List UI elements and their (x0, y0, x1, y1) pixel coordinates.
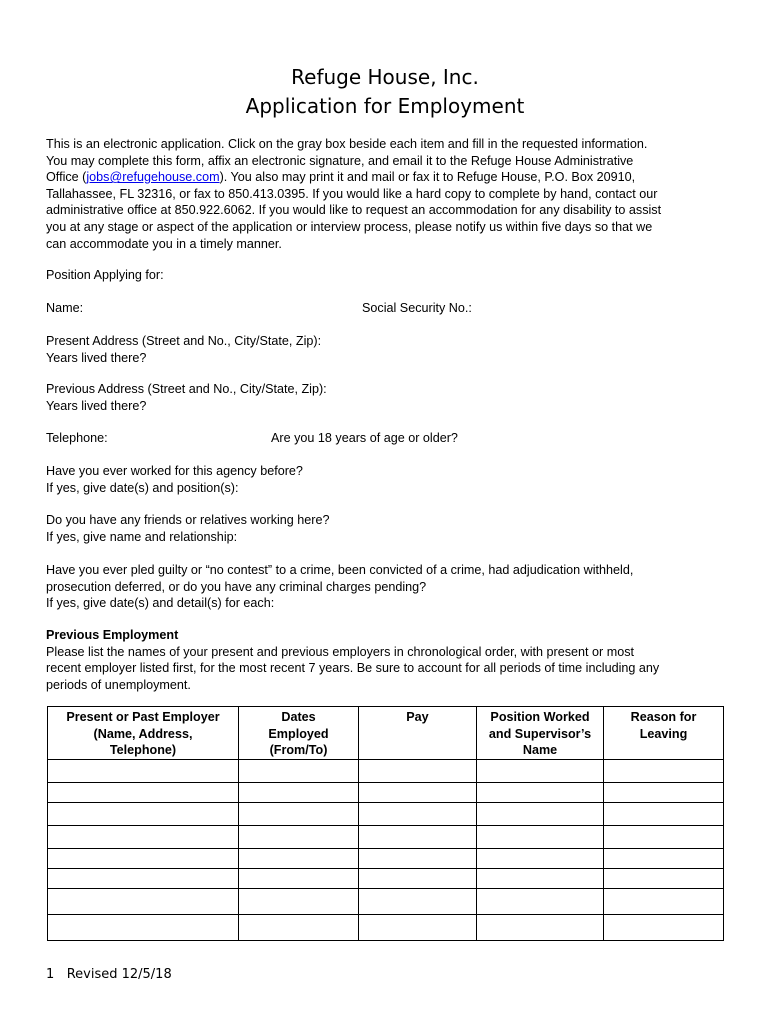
header-text: Dates (281, 710, 316, 724)
previous-years-label: Years lived there? (46, 398, 147, 413)
intro-line: This is an electronic application. Click on the gray box beside each item and fill in the requested information. (46, 137, 648, 151)
table-cell[interactable] (48, 848, 239, 868)
intro-text: Office ( (46, 170, 87, 185)
table-cell[interactable] (477, 759, 604, 782)
intro-line: Tallahassee, FL 32316, or fax to 850.413.0395. If you would like a hard copy to complete by hand, contact our (46, 186, 658, 201)
table-cell[interactable] (604, 848, 724, 868)
table-cell[interactable] (477, 782, 604, 802)
name-label: Name: (46, 301, 84, 315)
table-row (48, 802, 724, 825)
table-header-row (48, 707, 724, 760)
table-cell[interactable] (477, 825, 604, 848)
table-cell[interactable] (604, 888, 724, 914)
friends-group (46, 512, 330, 545)
col-employer (48, 707, 239, 760)
criminal-question: prosecution deferred, or do you have any criminal charges pending? (46, 579, 427, 594)
col-dates (239, 707, 359, 760)
table-cell[interactable] (239, 759, 359, 782)
header-text: Name (522, 743, 558, 758)
criminal-question: Have you ever pled guilty or “no contest” to a crime, been convicted of a crime, had adjudication withheld, (46, 563, 634, 577)
employment-section (46, 627, 659, 693)
table-row (48, 759, 724, 782)
table-cell[interactable] (359, 825, 477, 848)
header-text: Telephone) (109, 743, 177, 758)
present-address-group (46, 333, 321, 366)
intro-line: administrative office at 850.922.6062. If you would like to request an accommodation for any disability to assist (46, 203, 662, 218)
revision-date: Revised 12/5/18 (66, 967, 172, 982)
table-cell[interactable] (48, 782, 239, 802)
criminal-details: If yes, give date(s) and detail(s) for each: (46, 596, 275, 611)
header-text: (From/To) (269, 743, 328, 758)
previous-address-label: Previous Address (Street and No., City/State, Zip): (46, 382, 327, 396)
document-title (0, 63, 770, 121)
position-label: Position Applying for: (46, 268, 164, 282)
intro-line: you at any stage or aspect of the application or interview process, please notify us within five days so that we (46, 219, 653, 234)
table-cell[interactable] (48, 802, 239, 825)
page-footer (46, 966, 172, 984)
header-text: and Supervisor’s (488, 726, 592, 741)
table-cell[interactable] (477, 848, 604, 868)
page-number: 1 (46, 967, 55, 982)
table-row (48, 825, 724, 848)
employment-desc: Please list the names of your present and previous employers in chronological order, with present or most (46, 644, 635, 659)
table-cell[interactable] (477, 888, 604, 914)
employment-table (47, 706, 724, 941)
form-title: Application for Employment (245, 94, 525, 118)
intro-line: can accommodate you in a timely manner. (46, 236, 282, 251)
telephone-label: Telephone: (46, 431, 108, 445)
col-reason (604, 707, 724, 760)
intro-line (46, 169, 661, 186)
table-cell[interactable] (48, 888, 239, 914)
table-cell[interactable] (239, 914, 359, 940)
table-cell[interactable] (48, 825, 239, 848)
col-pay (359, 707, 477, 760)
table-cell[interactable] (48, 759, 239, 782)
table-cell[interactable] (604, 914, 724, 940)
table-cell[interactable] (239, 848, 359, 868)
present-years-label: Years lived there? (46, 350, 147, 365)
table-cell[interactable] (48, 914, 239, 940)
table-cell[interactable] (239, 782, 359, 802)
table-cell[interactable] (359, 759, 477, 782)
table-row (48, 782, 724, 802)
employment-desc: periods of unemployment. (46, 677, 191, 692)
table-cell[interactable] (359, 868, 477, 888)
intro-paragraph (46, 136, 661, 252)
header-text: Employed (268, 726, 329, 741)
table-cell[interactable] (604, 868, 724, 888)
table-cell[interactable] (239, 802, 359, 825)
previous-address-group (46, 381, 327, 414)
intro-text: ). You also may print it and mail or fax it to Refuge House, P.O. Box 20910, (219, 170, 636, 185)
table-cell[interactable] (48, 868, 239, 888)
age-question: Are you 18 years of age or older? (271, 431, 458, 445)
worked-before-details: If yes, give date(s) and position(s): (46, 480, 239, 495)
table-cell[interactable] (604, 759, 724, 782)
table-cell[interactable] (604, 782, 724, 802)
table-cell[interactable] (239, 868, 359, 888)
ssn-label: Social Security No.: (362, 301, 472, 315)
table-row (48, 888, 724, 914)
table-cell[interactable] (477, 914, 604, 940)
table-cell[interactable] (359, 802, 477, 825)
friends-details: If yes, give name and relationship: (46, 529, 238, 544)
employment-desc: recent employer listed first, for the most recent 7 years. Be sure to account for all periods of time including any (46, 661, 660, 676)
table-cell[interactable] (477, 868, 604, 888)
table-cell[interactable] (239, 888, 359, 914)
col-position (477, 707, 604, 760)
worked-before-group (46, 463, 303, 496)
friends-question: Do you have any friends or relatives working here? (46, 513, 330, 527)
table-cell[interactable] (604, 825, 724, 848)
present-address-label: Present Address (Street and No., City/State, Zip): (46, 334, 322, 348)
criminal-group (46, 562, 633, 612)
table-cell[interactable] (239, 825, 359, 848)
table-cell[interactable] (359, 782, 477, 802)
header-text: Reason for (630, 710, 697, 724)
header-text: Present or Past Employer (66, 710, 220, 724)
table-row (48, 868, 724, 888)
org-name: Refuge House, Inc. (291, 65, 479, 89)
worked-before-question: Have you ever worked for this agency before? (46, 464, 303, 478)
table-row (48, 914, 724, 940)
intro-line: You may complete this form, affix an electronic signature, and email it to the Refuge House Administrative (46, 153, 634, 168)
table-cell[interactable] (359, 888, 477, 914)
table-cell[interactable] (359, 914, 477, 940)
header-text: Position Worked (490, 710, 590, 724)
table-cell[interactable] (604, 802, 724, 825)
header-text: Pay (406, 710, 429, 724)
employment-heading: Previous Employment (46, 628, 179, 642)
email-link[interactable]: jobs@refugehouse.com (86, 170, 220, 185)
table-cell[interactable] (477, 802, 604, 825)
table-cell[interactable] (359, 848, 477, 868)
header-text: Leaving (639, 726, 688, 741)
table-row (48, 848, 724, 868)
header-text: (Name, Address, (93, 726, 193, 741)
